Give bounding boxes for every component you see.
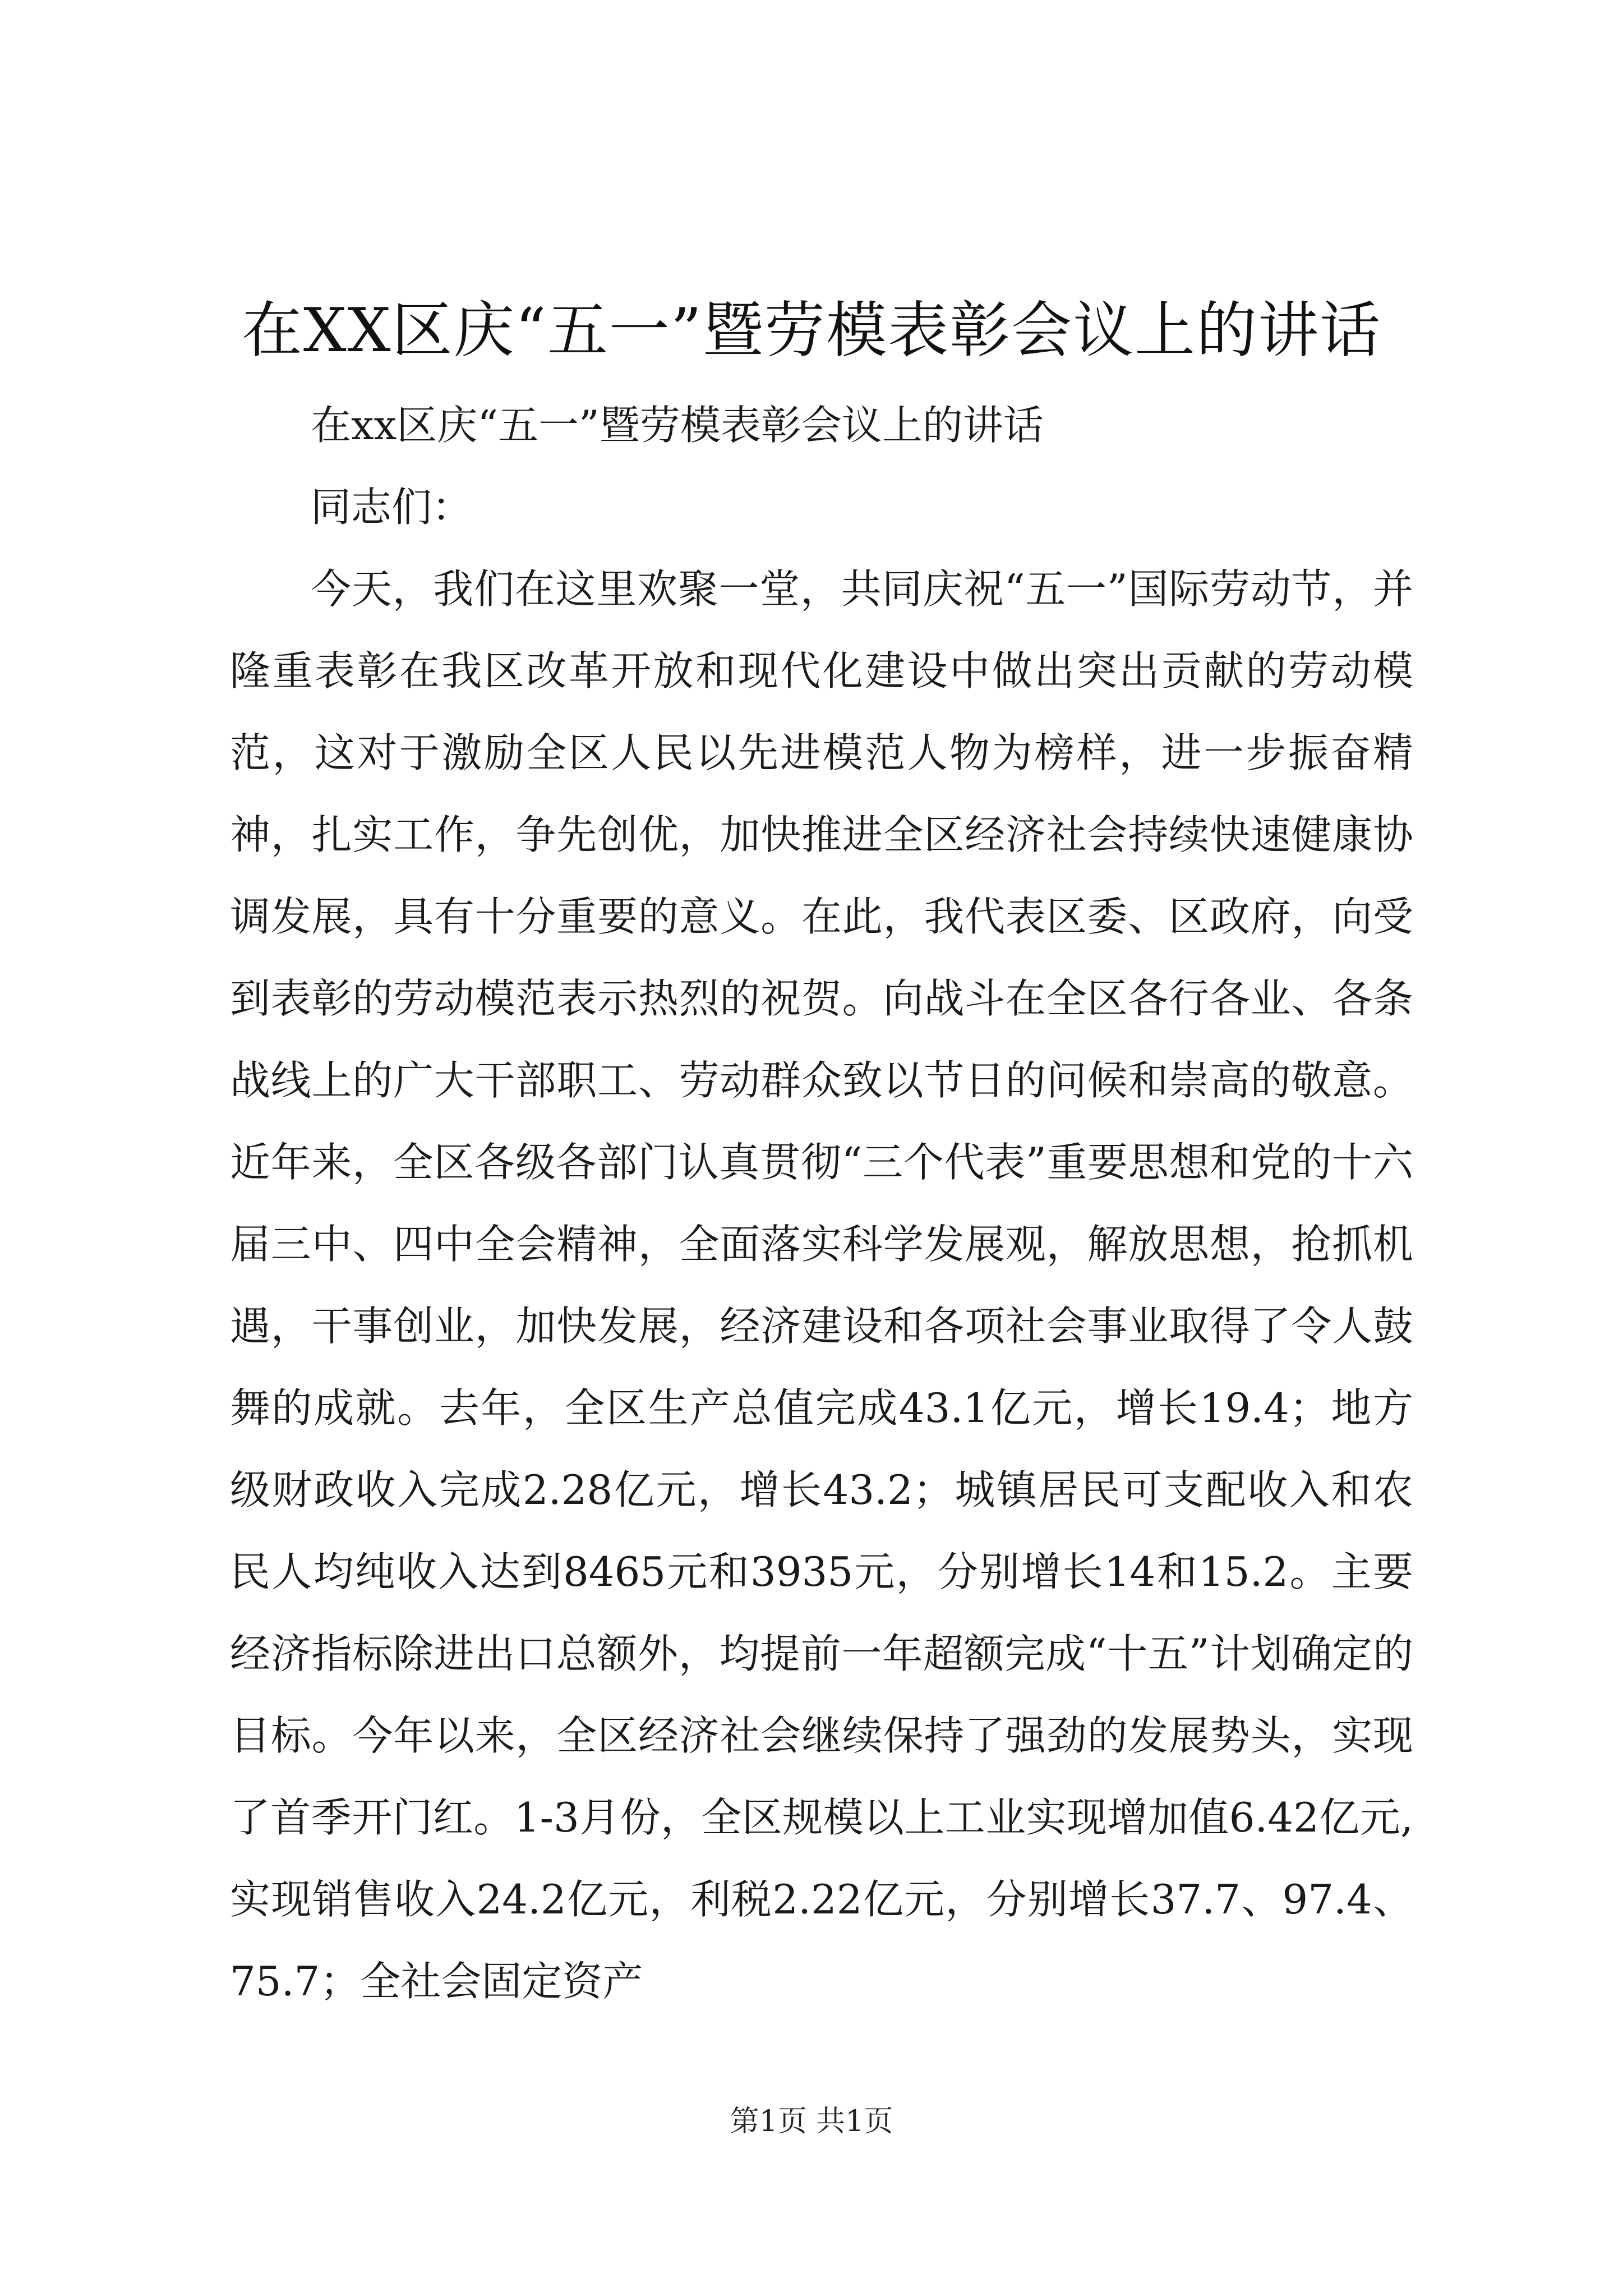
body-paragraph: 今天，我们在这里欢聚一堂，共同庆祝“五一”国际劳动节，并隆重表彰在我区改革开放和现代化建设中做出突出贡献的劳动模范，这对于激励全区人民以先进模范人物为榜样，进一步振奋精神，扎实工作，争先创优，加快推进全区经济社会持续快速健康协调发展，具有十分重要的意义。在此，我代表区委、区政府，向受到表彰的劳动模范表示热烈的祝贺。向战斗在全区各行各业、各条战线上的广大干部职工、劳动群众致以节日的问候和崇高的敬意。近年来，全区各级各部门认真贯彻“三个代表”重要思想和党的十六届三中、四中全会精神，全面落实科学发展观，解放思想，抢抓机遇，干事创业，加快发展，经济建设和各项社会事业取得了令人鼓舞的成就。去年，全区生产总值完成43.1亿元，增长19.4；地方级财政收入完成2.28亿元，增长43.2；城镇居民可支配收入和农民人均纯收入达到8465元和3935元，分别增长14和15.2。主要经济指标除进出口总额外，均提前一年超额完成“十五”计划确定的目标。今年以来，全区经济社会继续保持了强劲的发展势头，实现了首季开门红。1-3月份，全区规模以上工业实现增加值6.42亿元,实现销售收入24.2亿元，利税2.22亿元，分别增长37.7、97.4、75.7；全社会固定资产 — [230, 565, 1413, 2005]
subtitle-paragraph: 在xx区庆“五一”暨劳模表彰会议上的讲话 — [311, 402, 1044, 449]
document-body — [230, 384, 1413, 2022]
page-footer: 第1页 共1页 — [730, 2105, 893, 2138]
salutation-paragraph: 同志们： — [311, 484, 473, 531]
document-title: 在XX区庆“五一”暨劳模表彰会议上的讲话 — [241, 296, 1382, 366]
